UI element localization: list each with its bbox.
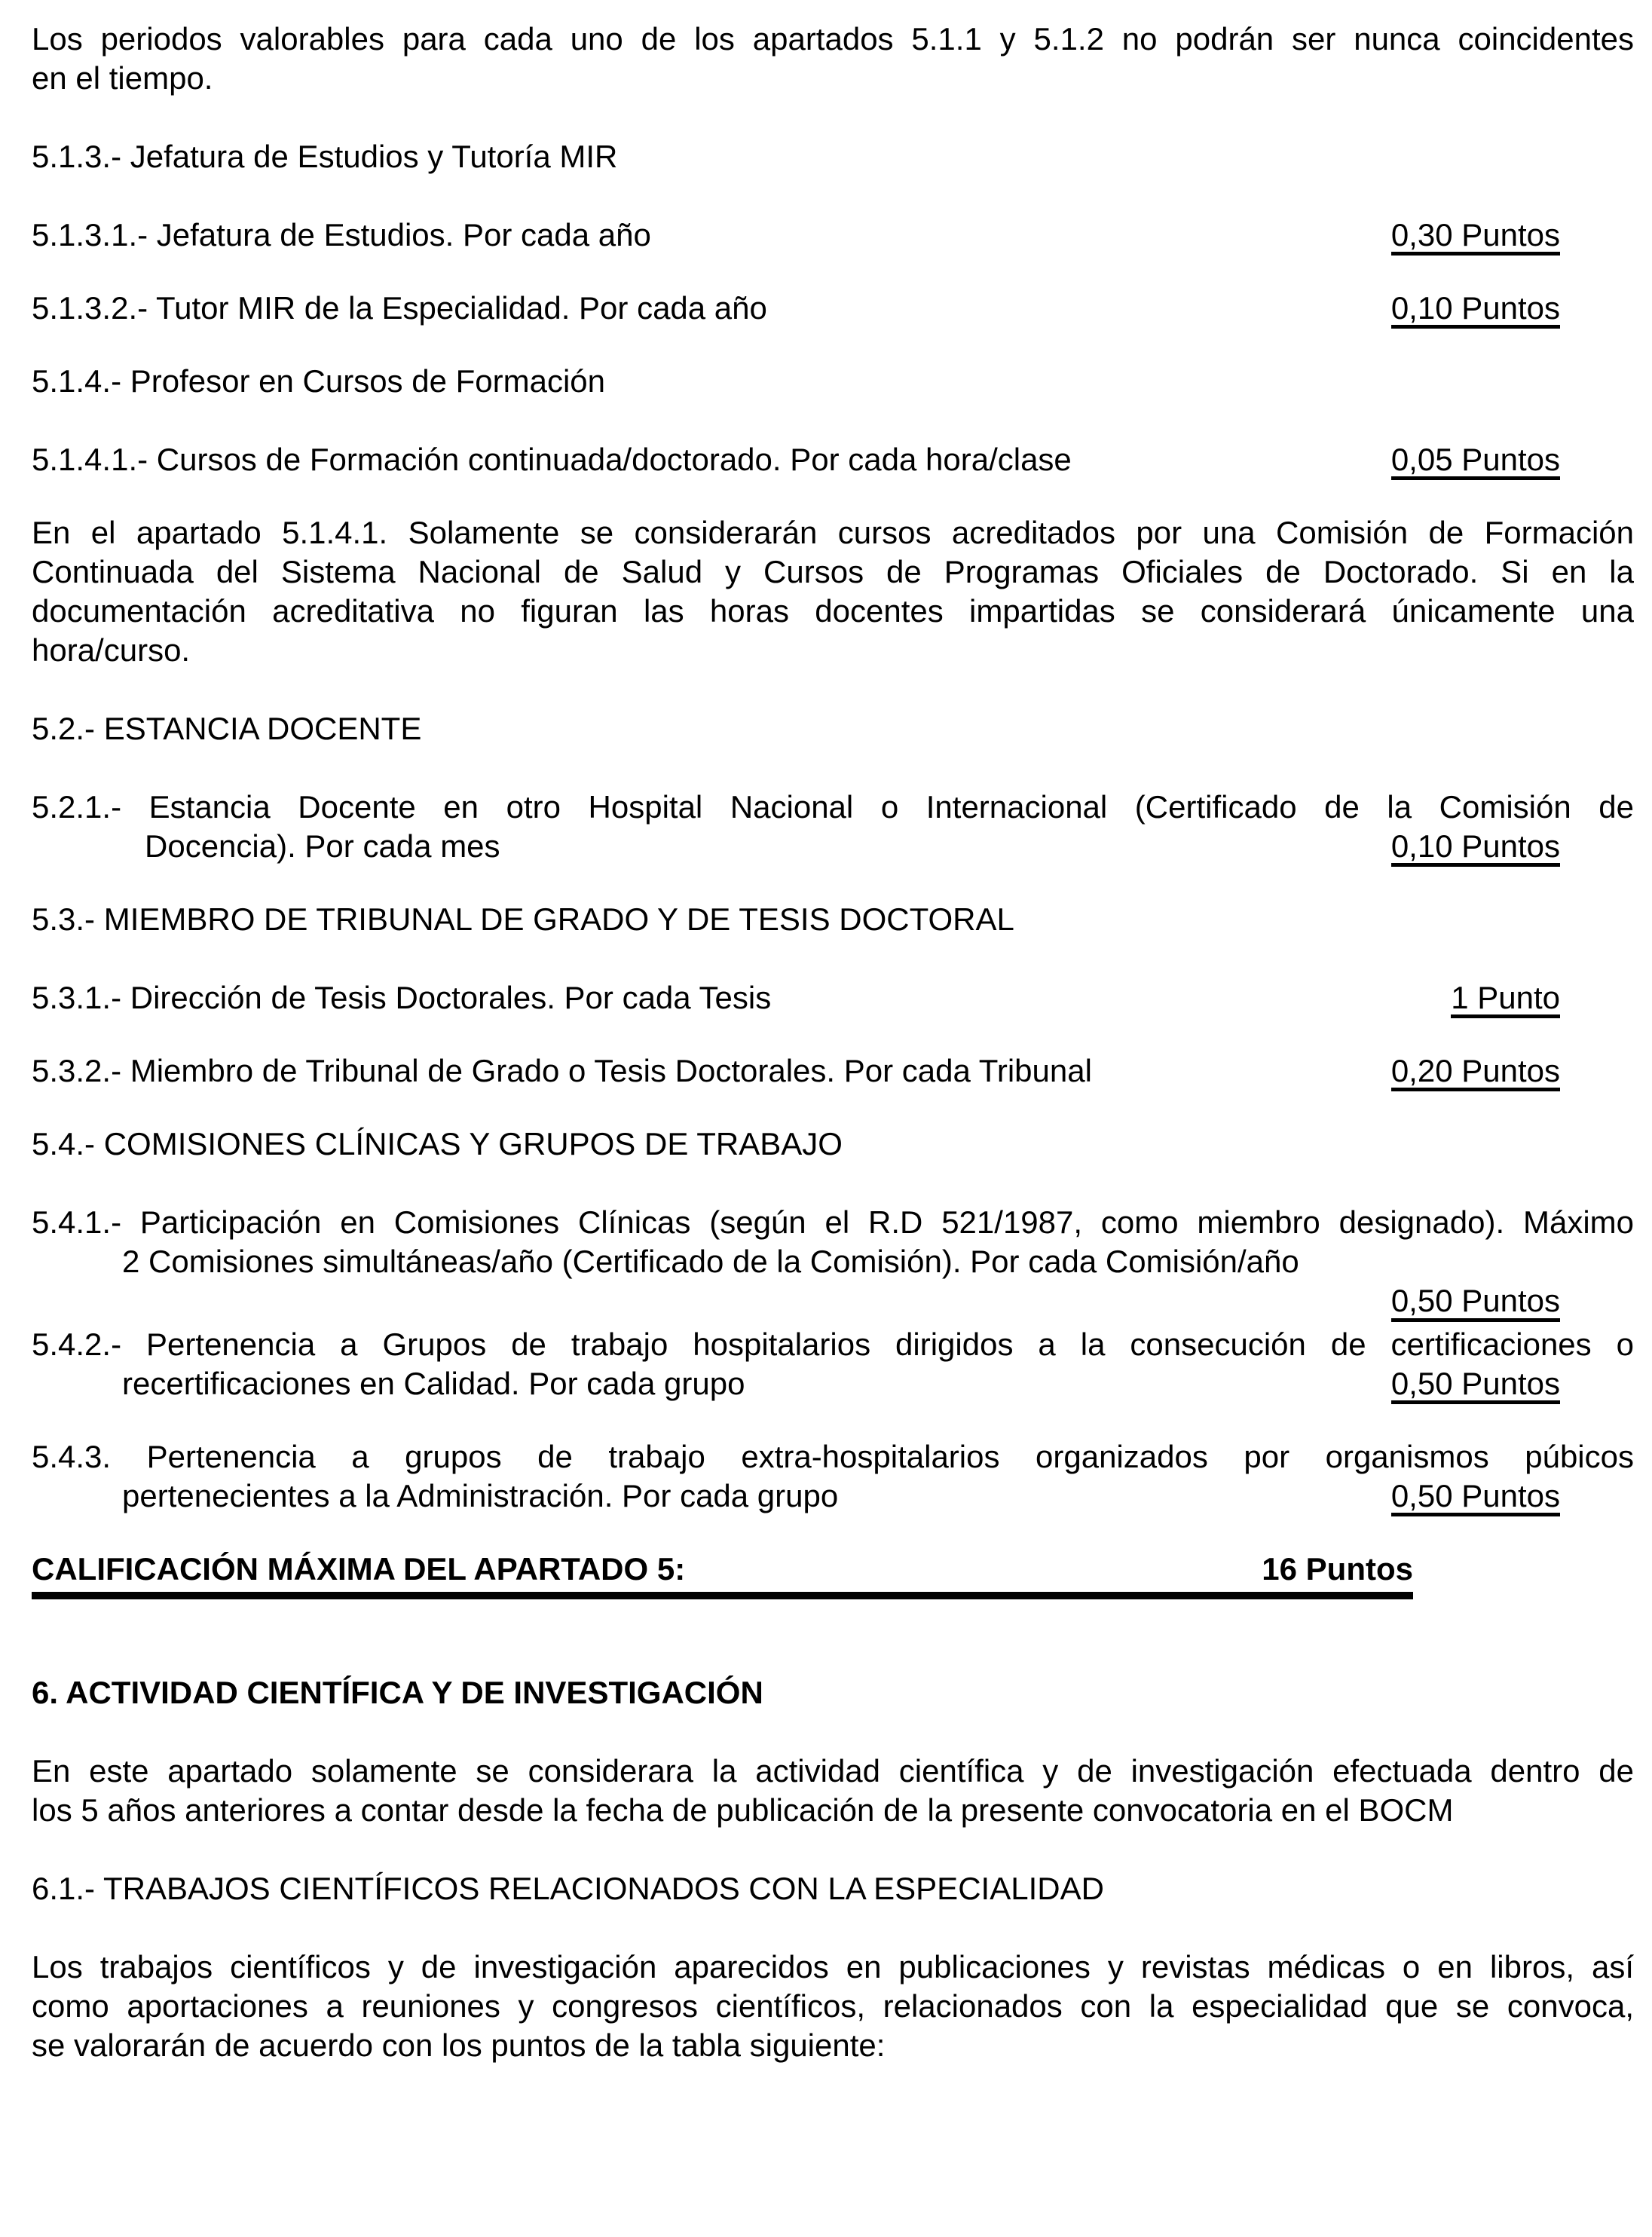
scoring-item-points-row xyxy=(32,1281,1560,1320)
total-apartado-5 xyxy=(32,1550,1413,1599)
points-value: 0,05 Puntos xyxy=(1391,443,1560,480)
scoring-item-5-1-3-2 xyxy=(32,289,1634,329)
scoring-item-5-1-3-1 xyxy=(32,216,1634,256)
section-heading-5-3: 5.3.- MIEMBRO DE TRIBUNAL DE GRADO Y DE TESIS DOCTORAL xyxy=(32,901,1014,937)
scoring-item-line-2-row xyxy=(32,827,1634,867)
paragraph-note-line-1: En el apartado 5.1.4.1. Solamente se considerarán cursos acreditados por una Comisión de Formación xyxy=(32,515,1634,550)
paragraph-6-1-intro-line-3: se valorarán de acuerdo con los puntos de la tabla siguiente: xyxy=(32,2027,886,2063)
scoring-item-label: 5.1.3.2.- Tutor MIR de la Especialidad. Por cada año xyxy=(32,290,767,326)
scoring-item-label: 5.3.2.- Miembro de Tribunal de Grado o Tesis Doctorales. Por cada Tribunal xyxy=(32,1053,1092,1088)
paragraph-intro-line-1: Los periodos valorables para cada uno de los apartados 5.1.1 y 5.1.2 no podrán ser nunca coincidentes xyxy=(32,21,1634,57)
paragraph-6-1-intro xyxy=(32,1948,1634,2065)
scoring-item-5-1-4-1 xyxy=(32,440,1634,480)
scoring-item-label: 5.1.3.1.- Jefatura de Estudios. Por cada año xyxy=(32,217,651,252)
scoring-item-line-1: 5.4.1.- Participación en Comisiones Clínicas (según el R.D 521/1987, como miembro designado). Máximo xyxy=(32,1204,1634,1240)
scoring-item-label: Docencia). Por cada mes xyxy=(145,828,500,864)
total-points-value: 16 Puntos xyxy=(1262,1551,1413,1587)
points-value: 0,10 Puntos xyxy=(1391,292,1560,329)
paragraph-note-5-1-4-1 xyxy=(32,513,1634,670)
scoring-item-line-1: 5.4.3. Pertenencia a grupos de trabajo extra-hospitalarios organizados por organismos púbicos xyxy=(32,1439,1634,1474)
scoring-item-5-4-2 xyxy=(32,1325,1634,1404)
scoring-item-label: recertificaciones en Calidad. Por cada grupo xyxy=(122,1366,745,1401)
paragraph-intro xyxy=(32,20,1634,98)
scoring-item-5-2-1 xyxy=(32,788,1634,867)
section-heading-5-1-4: 5.1.4.- Profesor en Cursos de Formación xyxy=(32,363,606,399)
scoring-item-label: pertenecientes a la Administración. Por cada grupo xyxy=(122,1478,839,1513)
scoring-item-label: 5.3.1.- Dirección de Tesis Doctorales. Por cada Tesis xyxy=(32,980,772,1015)
points-value: 0,20 Puntos xyxy=(1391,1054,1560,1091)
paragraph-6-intro-line-1: En este apartado solamente se considerara la actividad científica y de investigación efectuada dentro de xyxy=(32,1753,1634,1789)
section-heading-5-1-3: 5.1.3.- Jefatura de Estudios y Tutoría MIR xyxy=(32,139,618,174)
points-value: 0,50 Puntos xyxy=(1391,1480,1560,1516)
section-heading-5-2: 5.2.- ESTANCIA DOCENTE xyxy=(32,711,422,746)
section-heading-6-1: 6.1.- TRABAJOS CIENTÍFICOS RELACIONADOS CON LA ESPECIALIDAD xyxy=(32,1871,1104,1906)
paragraph-intro-line-2: en el tiempo. xyxy=(32,60,213,96)
scoring-item-5-4-1 xyxy=(32,1203,1634,1320)
points-value: 1 Punto xyxy=(1451,981,1560,1018)
points-value: 0,30 Puntos xyxy=(1391,219,1560,256)
scoring-item-line-1: 5.4.2.- Pertenencia a Grupos de trabajo hospitalarios dirigidos a la consecución de certificaciones o xyxy=(32,1327,1634,1362)
scoring-item-label: 5.1.4.1.- Cursos de Formación continuada/doctorado. Por cada hora/clase xyxy=(32,442,1072,477)
paragraph-note-line-4: hora/curso. xyxy=(32,632,191,668)
paragraph-6-intro xyxy=(32,1752,1634,1830)
section-heading-5-4: 5.4.- COMISIONES CLÍNICAS Y GRUPOS DE TRABAJO xyxy=(32,1126,843,1161)
scoring-item-5-3-1 xyxy=(32,978,1634,1018)
points-value: 0,50 Puntos xyxy=(1391,1283,1560,1322)
paragraph-6-1-intro-line-1: Los trabajos científicos y de investigación aparecidos en publicaciones y revistas médicas o en libros, así xyxy=(32,1949,1634,1985)
paragraph-note-line-2: Continuada del Sistema Nacional de Salud y Cursos de Programas Oficiales de Doctorado. Si en la xyxy=(32,554,1634,589)
scoring-item-line-1: 5.2.1.- Estancia Docente en otro Hospital Nacional o Internacional (Certificado de la Comisión de xyxy=(32,789,1634,825)
paragraph-6-1-intro-line-2: como aportaciones a reuniones y congresos científicos, relacionados con la especialidad que se convoca, xyxy=(32,1988,1634,2024)
scoring-item-line-2-row xyxy=(32,1477,1634,1516)
scoring-item-line-2-row xyxy=(32,1364,1634,1404)
paragraph-note-line-3: documentación acreditativa no figuran las horas docentes impartidas se considerará únicamente una xyxy=(32,593,1634,629)
total-label: CALIFICACIÓN MÁXIMA DEL APARTADO 5: xyxy=(32,1551,686,1587)
section-heading-6: 6. ACTIVIDAD CIENTÍFICA Y DE INVESTIGACIÓN xyxy=(32,1675,763,1710)
points-value: 0,50 Puntos xyxy=(1391,1367,1560,1404)
scoring-item-line-2: 2 Comisiones simultáneas/año (Certificado de la Comisión). Por cada Comisión/año xyxy=(122,1244,1299,1279)
scoring-item-5-4-3 xyxy=(32,1437,1634,1516)
points-value: 0,10 Puntos xyxy=(1391,830,1560,867)
scoring-item-5-3-2 xyxy=(32,1051,1634,1091)
paragraph-6-intro-line-2: los 5 años anteriores a contar desde la fecha de publicación de la presente convocatoria en el BOCM xyxy=(32,1792,1454,1828)
